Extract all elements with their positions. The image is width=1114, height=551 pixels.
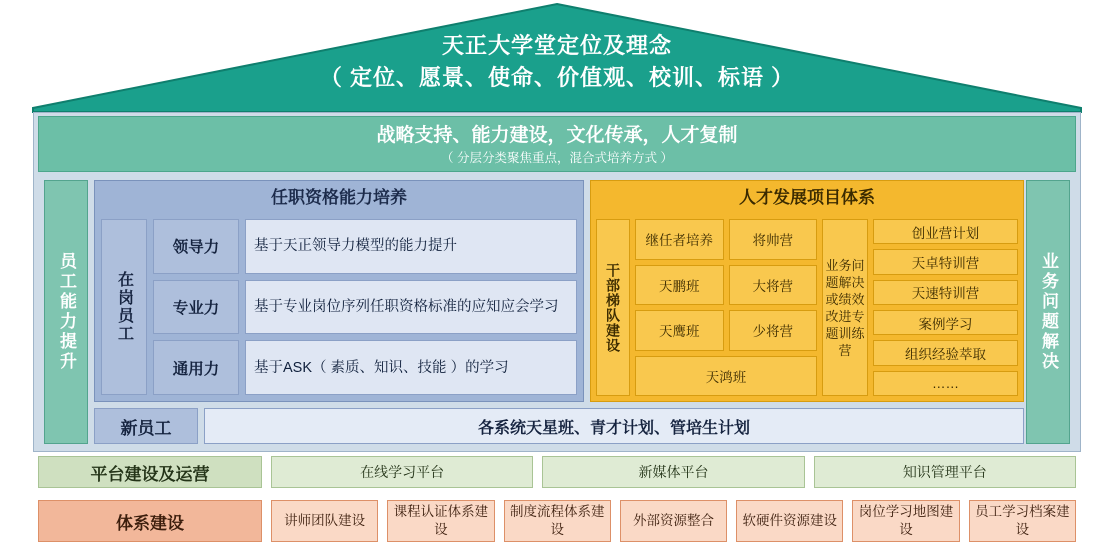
succession-grid xyxy=(635,219,817,396)
capability-description: 基于ASK（ 素质、知识、技能 ）的学习 xyxy=(245,340,577,395)
capability-cell: 专业力 xyxy=(153,280,239,335)
succession-cell: 继任者培养 xyxy=(635,219,724,260)
cadre-echelon-label xyxy=(596,219,630,396)
program-cell: 组织经验萃取 xyxy=(873,340,1018,365)
program-list xyxy=(873,219,1018,396)
capability-column xyxy=(153,219,239,395)
roof-section xyxy=(0,0,1114,112)
new-employee-label: 新员工 xyxy=(94,408,198,444)
qualification-body xyxy=(101,219,577,395)
on-job-employee-text: 在岗员工 xyxy=(115,271,133,343)
qualification-title: 任职资格能力培养 xyxy=(271,188,407,207)
new-employee-description: 各系统天星班、青才计划、管培生计划 xyxy=(204,408,1024,444)
system-item: 岗位学习地图建设 xyxy=(852,500,959,542)
pillar-business-problem xyxy=(1026,180,1070,444)
talent-body xyxy=(596,219,1018,396)
roof-title-line2: （ 定位、愿景、使命、价值观、校训、标语 ） xyxy=(319,65,795,90)
system-item: 制度流程体系建设 xyxy=(504,500,611,542)
program-cell: …… xyxy=(873,371,1018,396)
system-item: 软硬件资源建设 xyxy=(736,500,843,542)
succession-cell: 少将营 xyxy=(729,310,818,351)
succession-cell: 天鹏班 xyxy=(635,265,724,306)
on-job-employee-label xyxy=(101,219,147,395)
business-training-camp: 业务问题解决或绩效改进专题训练营 xyxy=(822,219,868,396)
system-item: 讲师团队建设 xyxy=(271,500,378,542)
succession-cell: 大将营 xyxy=(729,265,818,306)
qualification-block xyxy=(94,180,584,402)
roof-title-line1: 天正大学堂定位及理念 xyxy=(441,33,672,58)
roof-title xyxy=(0,30,1114,94)
platform-item: 新媒体平台 xyxy=(542,456,804,488)
platform-main-label: 平台建设及运营 xyxy=(38,456,262,488)
strategy-main-text: 战略支持、能力建设，文化传承，人才复制 xyxy=(376,125,738,146)
talent-development-block xyxy=(590,180,1024,402)
system-item: 员工学习档案建设 xyxy=(969,500,1076,542)
capability-cell: 领导力 xyxy=(153,219,239,274)
capability-description-column xyxy=(245,219,577,395)
system-item: 外部资源整合 xyxy=(620,500,727,542)
pillar-employee-capability xyxy=(44,180,88,444)
strategy-bar xyxy=(38,116,1076,172)
program-cell: 创业营计划 xyxy=(873,219,1018,244)
platform-item: 在线学习平台 xyxy=(271,456,533,488)
capability-cell: 通用力 xyxy=(153,340,239,395)
platform-item: 知识管理平台 xyxy=(814,456,1076,488)
cadre-echelon-text: 干部梯队建设 xyxy=(605,262,621,353)
program-cell: 天速特训营 xyxy=(873,280,1018,305)
pillar-right-label: 业务问题解决 xyxy=(1039,252,1058,372)
capability-description: 基于天正领导力模型的能力提升 xyxy=(245,219,577,274)
capability-description: 基于专业岗位序列任职资格标准的应知应会学习 xyxy=(245,280,577,335)
platform-row xyxy=(38,456,1076,488)
system-row xyxy=(38,500,1076,542)
program-cell: 案例学习 xyxy=(873,310,1018,335)
strategy-sub-text: （ 分层分类聚焦重点，混合式培养方式 ） xyxy=(441,151,673,165)
system-item: 课程认证体系建设 xyxy=(387,500,494,542)
program-cell: 天卓特训营 xyxy=(873,249,1018,274)
talent-title: 人才发展项目体系 xyxy=(739,188,875,207)
pillar-left-label: 员工能力提升 xyxy=(57,252,76,372)
succession-cell: 天鹰班 xyxy=(635,310,724,351)
system-main-label: 体系建设 xyxy=(38,500,262,542)
succession-cell: 将帅营 xyxy=(729,219,818,260)
succession-cell-wide: 天鸿班 xyxy=(635,356,817,397)
